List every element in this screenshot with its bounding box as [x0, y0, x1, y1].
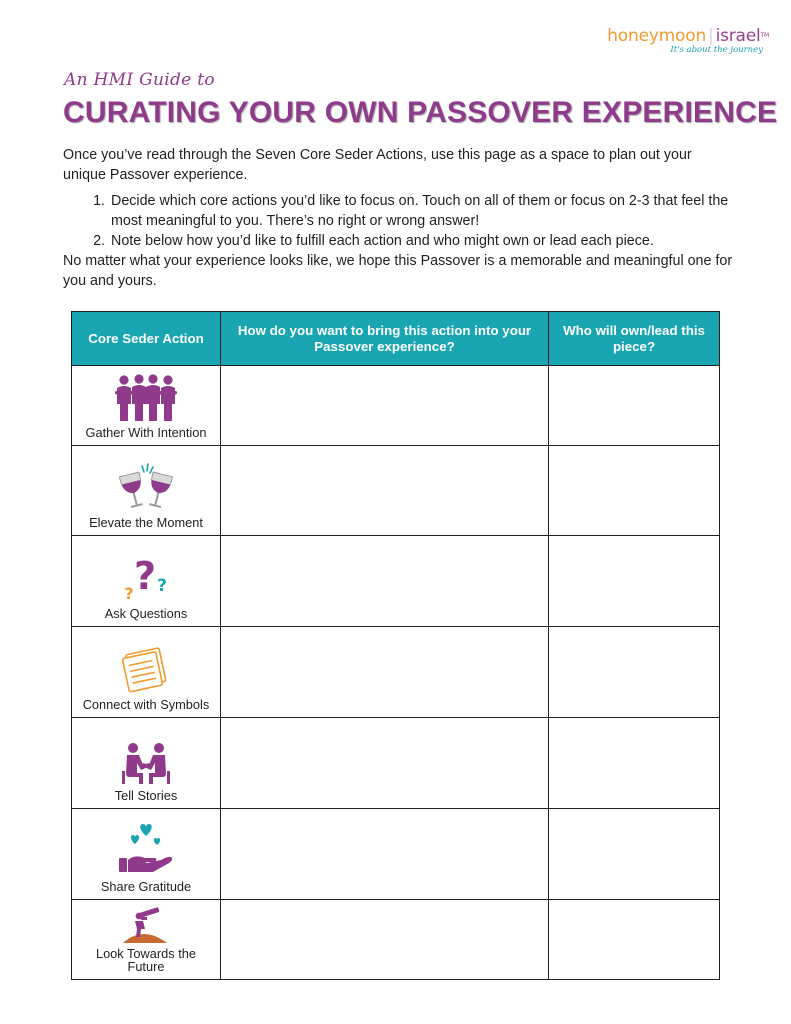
- table-row: [72, 536, 720, 627]
- who-input-cell[interactable]: [549, 809, 720, 900]
- steps-list: [63, 191, 738, 251]
- closing-paragraph: No matter what your experience looks like, we hope this Passover is a memorable and meaningful one for you and yours.: [63, 253, 733, 289]
- guide-subtitle: An HMI Guide to: [64, 70, 215, 90]
- action-cell: [72, 718, 221, 809]
- logo-trademark: TM: [760, 32, 769, 39]
- how-input-cell[interactable]: [221, 366, 549, 446]
- table-row: [72, 627, 720, 718]
- header-core-action: Core Seder Action: [72, 312, 221, 366]
- action-label: Ask Questions: [104, 606, 188, 621]
- who-input-cell[interactable]: [549, 627, 720, 718]
- table-header-row: [72, 312, 720, 366]
- logo-word-honeymoon: honeymoon: [607, 26, 707, 46]
- step-item: 1. Decide which core actions you’d like to focus on. Touch on all of them or focus on 2-3 that feel the most meaningful to you. There’s no right or wrong answer!: [109, 191, 738, 231]
- step-item: 2. Note below how you’d like to fulfill each action and who might own or lead each piece.: [109, 231, 738, 251]
- logo-divider: |: [708, 26, 714, 46]
- table-row: [72, 900, 720, 980]
- who-input-cell[interactable]: [549, 900, 720, 980]
- intro-paragraph: Once you’ve read through the Seven Core Seder Actions, use this page as a space to plan out your unique Passover experience.: [63, 147, 692, 183]
- action-cell: [72, 366, 221, 446]
- table-row: [72, 809, 720, 900]
- who-input-cell[interactable]: [549, 718, 720, 809]
- intro-text: [63, 145, 738, 291]
- how-input-cell[interactable]: [221, 718, 549, 809]
- action-label: Tell Stories: [114, 788, 178, 803]
- svg-text:?: ?: [124, 584, 134, 603]
- matzah-icon: [119, 644, 173, 694]
- table-row: [72, 446, 720, 536]
- wine-glasses-icon: [117, 462, 175, 512]
- action-label: Connect with Symbols: [82, 697, 210, 712]
- people-group-icon: [113, 374, 179, 422]
- who-input-cell[interactable]: [549, 446, 720, 536]
- hand-hearts-icon: [117, 822, 175, 876]
- how-input-cell[interactable]: [221, 627, 549, 718]
- planning-table: [71, 311, 720, 980]
- logo-tagline: It's about the journey: [670, 45, 763, 55]
- brand-logo: [607, 26, 769, 55]
- svg-text:?: ?: [157, 576, 167, 596]
- logo-word-israel: israel: [715, 26, 761, 46]
- how-input-cell[interactable]: [221, 446, 549, 536]
- header-who: Who will own/lead this piece?: [549, 312, 720, 366]
- how-input-cell[interactable]: [221, 809, 549, 900]
- how-input-cell[interactable]: [221, 900, 549, 980]
- table-row: [72, 366, 720, 446]
- telescope-icon: [121, 907, 171, 943]
- action-cell: [72, 536, 221, 627]
- action-cell: [72, 900, 221, 980]
- action-label: Share Gratitude: [100, 879, 192, 894]
- action-cell: [72, 809, 221, 900]
- action-label: Elevate the Moment: [89, 515, 203, 530]
- action-cell: [72, 446, 221, 536]
- question-marks-icon: [120, 551, 172, 603]
- storytelling-icon: [119, 741, 173, 785]
- how-input-cell[interactable]: [221, 536, 549, 627]
- svg-text:?: ?: [133, 554, 157, 598]
- action-label: Look Towards the Future: [95, 946, 197, 974]
- who-input-cell[interactable]: [549, 536, 720, 627]
- who-input-cell[interactable]: [549, 366, 720, 446]
- action-label: Gather With Intention: [85, 425, 207, 440]
- table-row: [72, 718, 720, 809]
- action-cell: [72, 627, 221, 718]
- page-title: CURATING YOUR OWN PASSOVER EXPERIENCE: [63, 96, 778, 129]
- header-how: How do you want to bring this action into your Passover experience?: [221, 312, 549, 366]
